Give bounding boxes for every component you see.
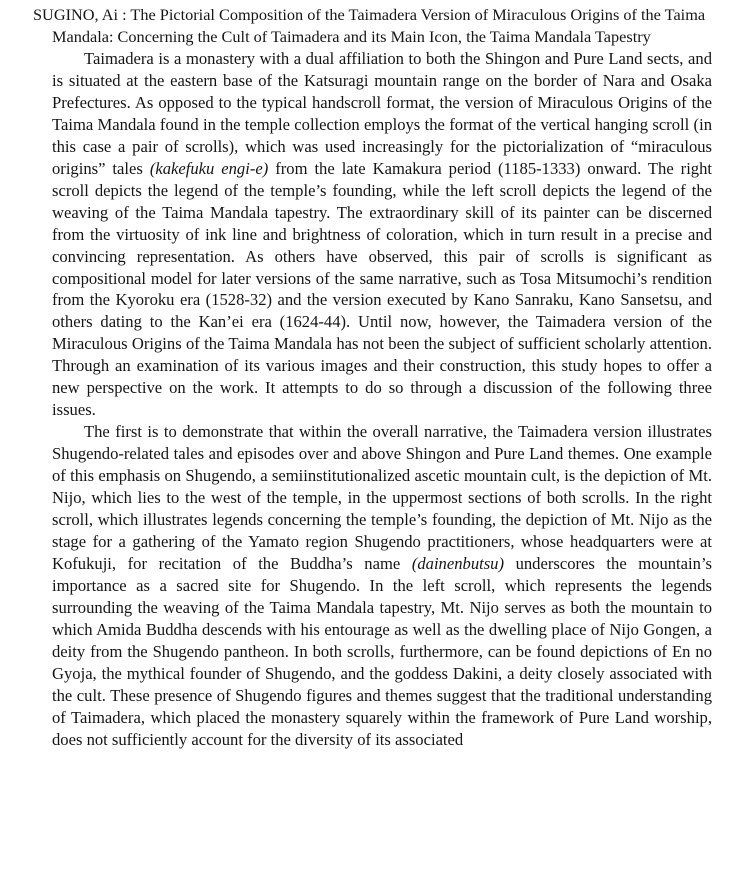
term-kakefuku-engi-e: (kakefuku engi-e) [149,158,269,178]
paragraph-2-text-b: underscores the mountain’s importance as a sacred site for Shugendo. In the left scroll, which represents the legends surrounding the weaving of the Taima Mandala tapestry, Mt. Nijo serves as both the mountain to which Amida Buddha descends with his entourage as well as the dwelling place of Nijo Gongen, a deity from the Shugendo pantheon. In both scrolls, furthermore, can be found depictions of En no Gyoja, the mythical founder of Shugendo, and the goddess Dakini, a deity closely associated with the cult. These presence of Shugendo figures and themes suggest that the traditional understanding of Taimadera, which placed the monastery squarely within the framework of Pure Land worship, does not sufficiently account for the diversity of its associated [52,553,713,749]
paragraph-2-text-a: The first is to demonstrate that within the overall narrative, the Taimadera version illustrates Shugendo-related tales and episodes over and above Shingon and Pure Land themes. One example of this emphasis on Shugendo, a semiinstitutionalized ascetic mountain cult, is the depiction of Mt. Nijo, which lies to the west of the temple, in the uppermost sections of both scrolls. In the right scroll, which illustrates legends concerning the temple’s founding, the depiction of Mt. Nijo as the stage for a gathering of the Yamato region Shugendo practitioners, whose headquarters were at Kofukuji, for recitation of the Buddha’s name [52,422,712,573]
paragraph-1-text-b: from the late Kamakura period (1185-1333) onward. The right scroll depicts the legend of the temple’s founding, while the left scroll depicts the legend of the weaving of the Taima Mandala tapestry. The extraordinary skill of its painter can be discerned from the virtuosity of ink line and brightness of coloration, which in turn result in a precise and convincing representation. As others have observed, this pair of scrolls is significant as compositional model for later versions of the same narrative, such as Tosa Mitsumochi’s rendition from the Kyoroku era (1528-32) and the version executed by Kano Sanraku, Kano Sansetsu, and others dating to the Kan’ei era (1624-44). Until now, however, the Taimadera version of the Miraculous Origins of the Taima Mandala has not been the subject of sufficient scholarly attention. Through an examination of its various images and their construction, this study hopes to offer a new perspective on the work. It attempts to do so through a discussion of the following three issues. [52,158,713,420]
author-name: SUGINO, Ai [33,5,119,24]
abstract-body [33,48,712,751]
article-title: The Pictorial Composition of the Taimadera Version of Miraculous Origins of the Taima Mandala: Concerning the Cult of Taimadera and its Main Icon, the Taima Mandala Tapestry [52,5,706,46]
term-dainenbutsu: (dainenbutsu) [411,553,505,573]
paragraph-1 [52,48,712,421]
author-title-separator: : [118,5,131,24]
paragraph-1-text-a: Taimadera is a monastery with a dual affiliation to both the Shingon and Pure Land sects, and is situated at the eastern base of the Katsuragi mountain range on the border of Nara and Osaka Prefectures. As opposed to the typical handscroll format, the version of Miraculous Origins of the Taima Mandala found in the temple collection employs the format of the vertical hanging scroll (in this case a pair of scrolls), which was used increasingly for the pictorialization of “miraculous origins” tales [52,49,712,178]
article-heading [33,4,712,48]
paragraph-2 [52,421,712,750]
